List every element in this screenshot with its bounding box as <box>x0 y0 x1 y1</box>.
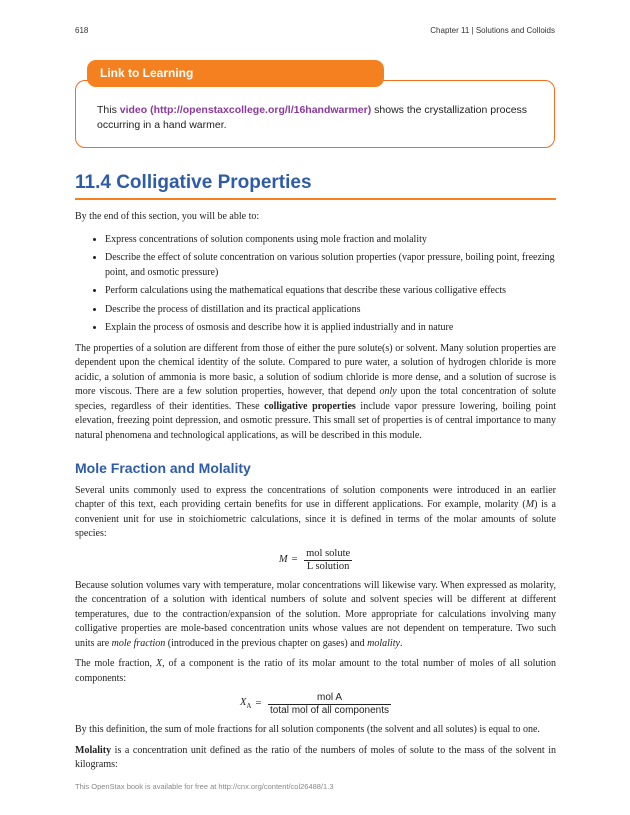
eq-lhs: M <box>278 553 288 565</box>
running-header <box>75 26 555 38</box>
chapter-separator: | <box>471 26 474 35</box>
colligative-intro-paragraph: The properties of a solution are different from those of either the pure solute(s) or solvent. Many solution properties are dependent upon the chemical identity of the solute. Compared to pure water, a solution of hydrogen chloride is more acidic, a solution of ammonia is more basic, a solution of sodium chloride is more dense, and a solution of sucrose is more viscous. There are a few solution properties, however, that depend only upon the total concentration of solute species, regardless of their identities. These colligative properties include vapor pressure lowering, boiling point elevation, freezing point depression, and osmotic pressure. This small set of properties is of central importance to many natural phenomena and technological applications, as will be described in this module. <box>75 342 556 441</box>
objective-item: • Perform calculations using the mathematical equations that describe these various colligative effects <box>105 284 556 299</box>
section-title: 11.4 Colligative Properties <box>75 172 556 200</box>
page-footer: This OpenStax book is available for free at http://cnx.org/content/col26488/1.3 <box>75 782 334 791</box>
fraction-numerator: mol A <box>268 692 391 705</box>
link-to-learning-text <box>97 103 537 133</box>
chapter-label: Chapter 11 <box>430 26 470 35</box>
chapter-title: Solutions and Colloids <box>475 26 555 35</box>
eq-equals: = <box>255 698 262 710</box>
video-link[interactable]: video (http://openstaxcollege.org/l/16handwarmer) <box>119 104 372 116</box>
temperature-paragraph: Because solution volumes vary with temperature, molar concentrations will likewise vary. When expressed as molarity, the concentration of a solution with identical numbers of solute and solvent species will be different at different temperatures, due to the contraction/expansion of the solution. More appropriate for calculations involving many colligative properties are mole-based concentration units whose values are not dependent on temperature. Two such units are mole fraction (introduced in the previous chapter on gases) and molality. <box>75 579 556 649</box>
ltl-text-before: This <box>97 104 120 116</box>
molarity-fraction <box>304 548 352 573</box>
term-molality: Molality <box>75 744 112 756</box>
objectives-intro: By the end of this section, you will be able to: <box>75 211 260 222</box>
fraction-denominator: total mol of all components <box>270 705 389 716</box>
main-content <box>75 210 556 779</box>
eq-equals: = <box>291 553 298 565</box>
mole-fraction-paragraph: The mole fraction, X, of a component is the ratio of its molar amount to the total number of moles of all solution components: <box>75 658 556 684</box>
fraction-numerator: mol solute <box>306 547 351 559</box>
link-to-learning-tab: Link to Learning <box>87 60 384 87</box>
objectives-list <box>75 233 556 336</box>
page-number: 618 <box>75 26 89 35</box>
term-colligative-properties: colligative properties <box>264 400 356 412</box>
molality-paragraph: Molality is a concentration unit defined as the ratio of the numbers of moles of solute to the mass of the solvent in kilograms: <box>75 744 556 770</box>
chapter-heading <box>430 26 555 35</box>
subsection-title: Mole Fraction and Molality <box>75 460 251 476</box>
eq-lhs: $X_A$ <box>240 696 252 710</box>
objective-item: • Express concentrations of solution components using mole fraction and molality <box>105 233 556 248</box>
molarity-paragraph: Several units commonly used to express the concentrations of solution components were introduced in an earlier chapter of this text, each providing certain benefits for use in different applications. For example, molarity (M) is a convenient unit for use in stoichiometric calculations, since it is defined in terms of the molar amounts of solute species: <box>75 484 556 539</box>
mole-fraction-equation <box>75 692 556 717</box>
molarity-equation <box>75 548 556 573</box>
objective-item: • Explain the process of osmosis and describe how it is applied industrially and in nature <box>105 321 556 336</box>
sum-paragraph: By this definition, the sum of mole fractions for all solution components (the solvent and all solutes) is equal to one. <box>75 724 540 735</box>
mole-fraction-fraction <box>268 692 391 717</box>
fraction-denominator: L solution <box>306 560 350 572</box>
ltl-text-after: shows the crystallization process occurring in a hand warmer. <box>97 104 528 131</box>
objective-item: • Describe the process of distillation and its practical applications <box>105 303 556 318</box>
objective-item: • Describe the effect of solute concentration on various solution properties (vapor pressure, boiling point, freezing point, and osmotic pressure) <box>105 251 556 280</box>
